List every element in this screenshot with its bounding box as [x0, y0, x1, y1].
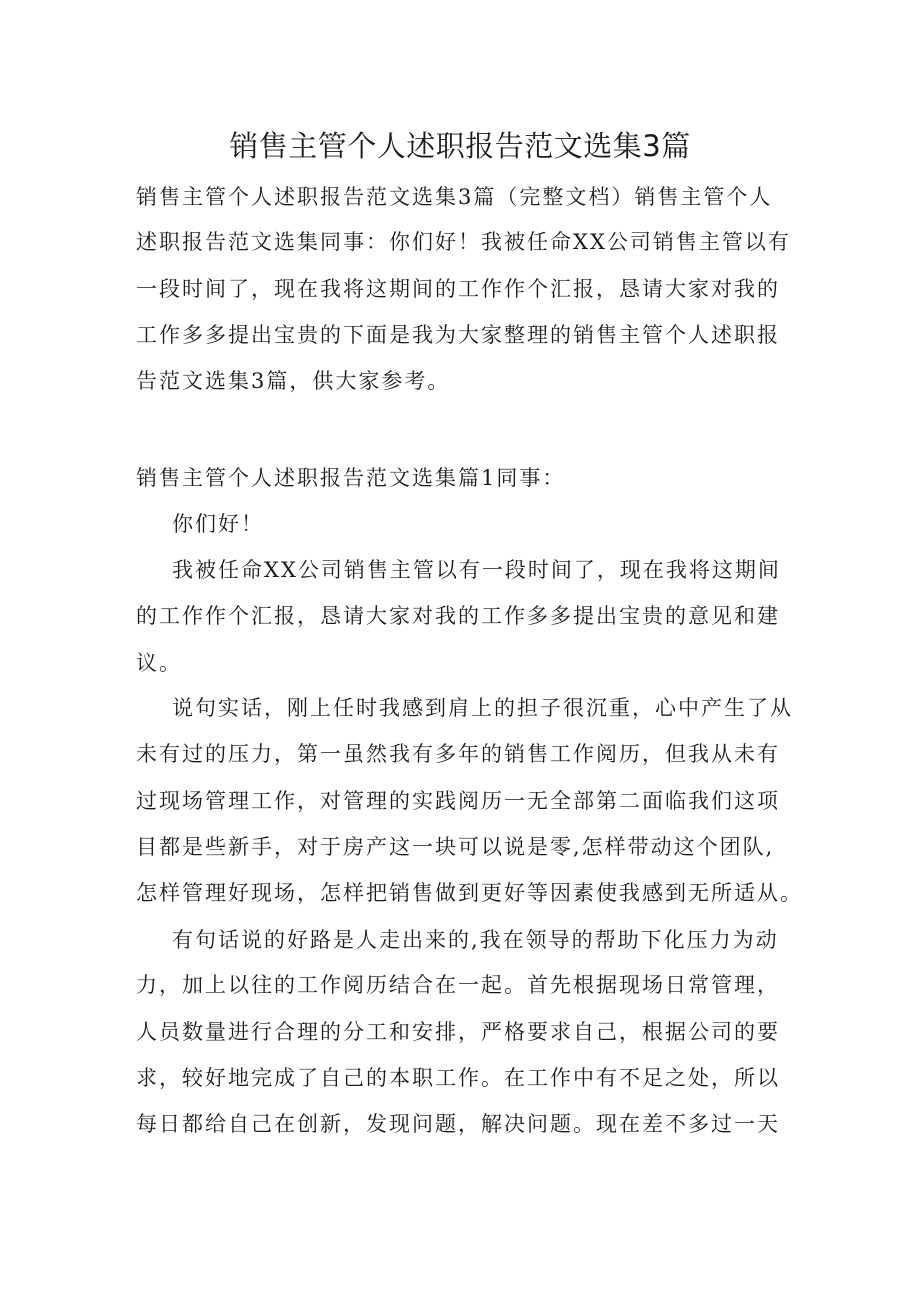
para1-line-3: 议。 [136, 651, 182, 675]
para3-line-2: 力，加上以往的工作阅历结合在一起。首先根据现场日常管理， [136, 973, 780, 997]
para1-line-2: 的工作作个汇报，恳请大家对我的工作多多提出宝贵的意见和建 [136, 604, 780, 628]
para2-line-4: 目都是些新手，对于房产这一块可以说是零,怎样带动这个团队, [136, 835, 775, 859]
intro-line-4: 工作多多提出宝贵的下面是我为大家整理的销售主管个人述职报 [136, 323, 780, 347]
document-title: 销售主管个人述职报告范文选集3篇 [229, 129, 691, 163]
para3-line-3: 人员数量进行合理的分工和安排，严格要求自己，根据公司的要 [136, 1020, 780, 1044]
para3-line-1: 有句话说的好路是人走出来的,我在领导的帮助下化压力为动 [172, 928, 779, 952]
para3-line-5: 每日都给自己在创新，发现问题，解决问题。现在差不多过一天 [136, 1112, 780, 1136]
para2-line-2: 未有过的压力，第一虽然我有多年的销售工作阅历，但我从未有 [136, 742, 780, 766]
greeting: 你们好！ [172, 512, 264, 536]
para2-line-3: 过现场管理工作，对管理的实践阅历一无全部第二面临我们这项 [136, 789, 780, 813]
intro-line-3: 一段时间了，现在我将这期间的工作作个汇报，恳请大家对我的 [136, 277, 780, 301]
intro-line-1: 销售主管个人述职报告范文选集3篇（完整文档）销售主管个人 [136, 185, 773, 209]
para1-line-1: 我被任命XX公司销售主管以有一段时间了，现在我将这期间 [172, 558, 781, 582]
section-heading: 销售主管个人述职报告范文选集篇1同事： [136, 466, 566, 490]
para2-line-1: 说句实话，刚上任时我感到肩上的担子很沉重，心中产生了从 [172, 696, 793, 720]
intro-line-2: 述职报告范文选集同事：你们好！我被任命XX公司销售主管以有 [136, 230, 791, 254]
para2-line-5: 怎样管理好现场，怎样把销售做到更好等因素使我感到无所适从。 [136, 881, 803, 905]
para3-line-4: 求，较好地完成了自己的本职工作。在工作中有不足之处，所以 [136, 1066, 780, 1090]
intro-line-5: 告范文选集3篇，供大家参考。 [136, 369, 451, 393]
